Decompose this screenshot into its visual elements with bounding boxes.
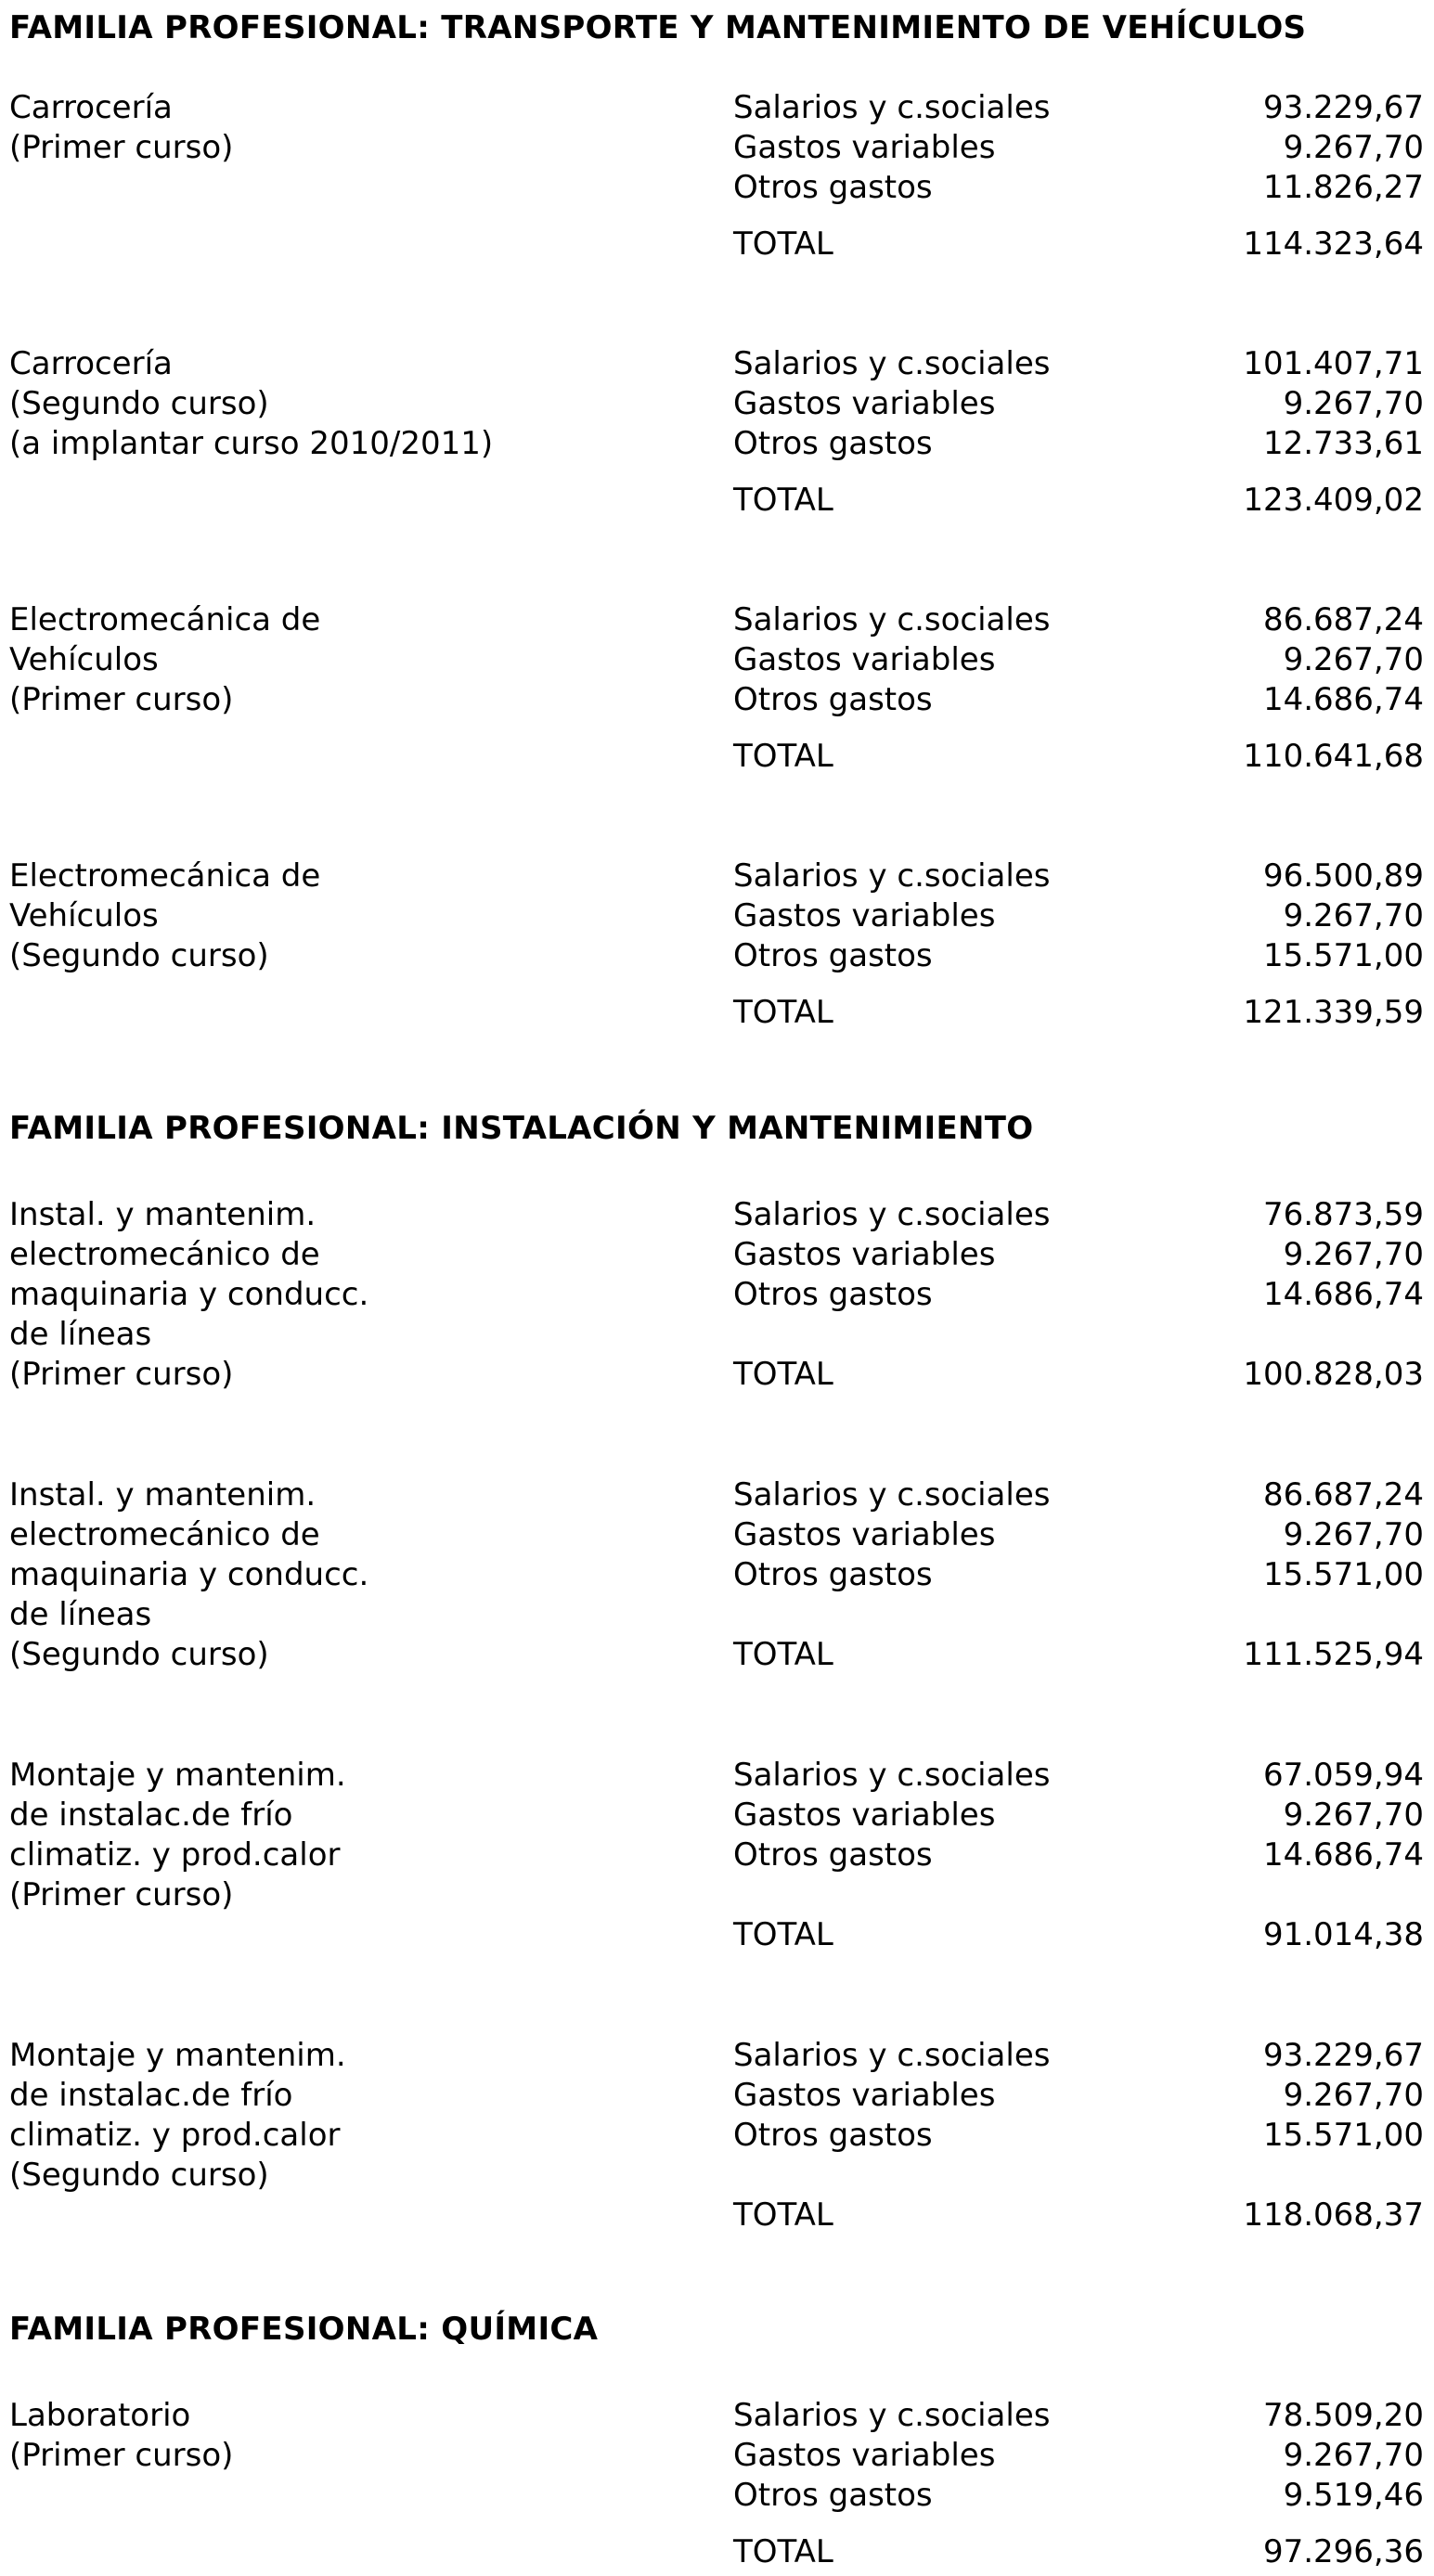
expense-amount: 9.267,70: [1283, 129, 1424, 166]
expense-label: Gastos variables: [733, 897, 996, 934]
total-label: TOTAL: [733, 1636, 833, 1673]
course-name-line: climatiz. y prod.calor: [9, 1836, 341, 1874]
course-name-line: climatiz. y prod.calor: [9, 2117, 341, 2154]
expense-label: Gastos variables: [733, 1516, 996, 1553]
expense-amount: 9.267,70: [1283, 1797, 1424, 1834]
total-label: TOTAL: [733, 2533, 833, 2570]
expense-label: Otros gastos: [733, 681, 933, 718]
course-name-line: Electromecánica de: [9, 601, 321, 638]
expense-label: Gastos variables: [733, 2437, 996, 2474]
expense-label: Otros gastos: [733, 425, 933, 462]
expense-amount: 9.267,70: [1283, 1236, 1424, 1273]
expense-label: Salarios y c.sociales: [733, 857, 1051, 895]
expense-amount: 9.519,46: [1283, 2477, 1424, 2514]
course-name-line: maquinaria y conducc.: [9, 1276, 369, 1313]
expense-label: Salarios y c.sociales: [733, 89, 1051, 126]
total-label: TOTAL: [733, 225, 833, 263]
course-name-line: (Primer curso): [9, 681, 234, 718]
expense-amount: 12.733,61: [1262, 425, 1424, 462]
expense-label: Otros gastos: [733, 2117, 933, 2154]
course-name-line: (Primer curso): [9, 1876, 234, 1913]
expense-label: Otros gastos: [733, 2477, 933, 2514]
course-name-line: Vehículos: [9, 897, 159, 934]
expense-amount: 15.571,00: [1262, 1556, 1424, 1593]
total-amount: 118.068,37: [1243, 2196, 1424, 2234]
course-name-line: electromecánico de: [9, 1516, 320, 1553]
expense-amount: 101.407,71: [1243, 345, 1424, 382]
section-heading: FAMILIA PROFESIONAL: INSTALACIÓN Y MANTENIMIENTO: [9, 1110, 1034, 1147]
expense-label: Salarios y c.sociales: [733, 2037, 1051, 2074]
expense-amount: 15.571,00: [1262, 2117, 1424, 2154]
course-name-line: de instalac.de frío: [9, 1797, 293, 1834]
total-amount: 111.525,94: [1243, 1636, 1424, 1673]
total-amount: 100.828,03: [1243, 1356, 1424, 1393]
expense-amount: 86.687,24: [1262, 1476, 1424, 1513]
course-name-line: Vehículos: [9, 641, 159, 678]
expense-label: Otros gastos: [733, 169, 933, 206]
course-name-line: de líneas: [9, 1596, 152, 1633]
course-name-line: (Segundo curso): [9, 1636, 269, 1673]
expense-amount: 93.229,67: [1262, 89, 1424, 126]
expense-amount: 9.267,70: [1283, 1516, 1424, 1553]
expense-amount: 9.267,70: [1283, 2077, 1424, 2114]
total-label: TOTAL: [733, 738, 833, 775]
course-name-line: de instalac.de frío: [9, 2077, 293, 2114]
total-label: TOTAL: [733, 994, 833, 1031]
course-name-line: (Segundo curso): [9, 2157, 269, 2194]
expense-amount: 15.571,00: [1262, 937, 1424, 974]
course-name-line: Carrocería: [9, 345, 173, 382]
expense-label: Gastos variables: [733, 641, 996, 678]
expense-label: Gastos variables: [733, 385, 996, 422]
section-heading: FAMILIA PROFESIONAL: QUÍMICA: [9, 2311, 599, 2348]
total-amount: 123.409,02: [1243, 482, 1424, 519]
total-amount: 114.323,64: [1243, 225, 1424, 263]
course-name-line: electromecánico de: [9, 1236, 320, 1273]
expense-amount: 78.509,20: [1262, 2397, 1424, 2434]
expense-label: Salarios y c.sociales: [733, 601, 1051, 638]
total-label: TOTAL: [733, 2196, 833, 2234]
expense-amount: 9.267,70: [1283, 897, 1424, 934]
expense-amount: 14.686,74: [1262, 681, 1424, 718]
expense-amount: 9.267,70: [1283, 641, 1424, 678]
course-name-line: Laboratorio: [9, 2397, 191, 2434]
expense-amount: 9.267,70: [1283, 385, 1424, 422]
expense-label: Salarios y c.sociales: [733, 1757, 1051, 1794]
course-name-line: (Segundo curso): [9, 385, 269, 422]
expense-label: Otros gastos: [733, 1836, 933, 1874]
course-name-line: de líneas: [9, 1316, 152, 1353]
expense-amount: 86.687,24: [1262, 601, 1424, 638]
total-label: TOTAL: [733, 1356, 833, 1393]
expense-amount: 14.686,74: [1262, 1276, 1424, 1313]
course-name-line: Instal. y mantenim.: [9, 1196, 317, 1233]
course-name-line: Montaje y mantenim.: [9, 2037, 346, 2074]
total-amount: 97.296,36: [1262, 2533, 1424, 2570]
expense-label: Salarios y c.sociales: [733, 1196, 1051, 1233]
course-name-line: Instal. y mantenim.: [9, 1476, 317, 1513]
course-name-line: (Primer curso): [9, 2437, 234, 2474]
expense-label: Gastos variables: [733, 1236, 996, 1273]
total-amount: 121.339,59: [1243, 994, 1424, 1031]
course-name-line: maquinaria y conducc.: [9, 1556, 369, 1593]
expense-label: Otros gastos: [733, 1276, 933, 1313]
course-name-line: Montaje y mantenim.: [9, 1757, 346, 1794]
course-name-line: (Segundo curso): [9, 937, 269, 974]
expense-amount: 93.229,67: [1262, 2037, 1424, 2074]
expense-label: Salarios y c.sociales: [733, 345, 1051, 382]
expense-amount: 76.873,59: [1262, 1196, 1424, 1233]
expense-label: Otros gastos: [733, 1556, 933, 1593]
expense-label: Gastos variables: [733, 1797, 996, 1834]
course-name-line: (Primer curso): [9, 1356, 234, 1393]
total-amount: 110.641,68: [1243, 738, 1424, 775]
expense-label: Salarios y c.sociales: [733, 1476, 1051, 1513]
expense-amount: 11.826,27: [1262, 169, 1424, 206]
expense-amount: 14.686,74: [1262, 1836, 1424, 1874]
expense-label: Salarios y c.sociales: [733, 2397, 1051, 2434]
course-name-line: Carrocería: [9, 89, 173, 126]
expense-label: Gastos variables: [733, 2077, 996, 2114]
course-name-line: Electromecánica de: [9, 857, 321, 895]
course-name-line: (Primer curso): [9, 129, 234, 166]
expense-amount: 67.059,94: [1262, 1757, 1424, 1794]
expense-label: Gastos variables: [733, 129, 996, 166]
section-heading: FAMILIA PROFESIONAL: TRANSPORTE Y MANTENIMIENTO DE VEHÍCULOS: [9, 9, 1307, 46]
expense-label: Otros gastos: [733, 937, 933, 974]
expense-amount: 9.267,70: [1283, 2437, 1424, 2474]
total-label: TOTAL: [733, 482, 833, 519]
total-amount: 91.014,38: [1262, 1916, 1424, 1953]
course-name-line: (a implantar curso 2010/2011): [9, 425, 494, 462]
expense-amount: 96.500,89: [1262, 857, 1424, 895]
total-label: TOTAL: [733, 1916, 833, 1953]
